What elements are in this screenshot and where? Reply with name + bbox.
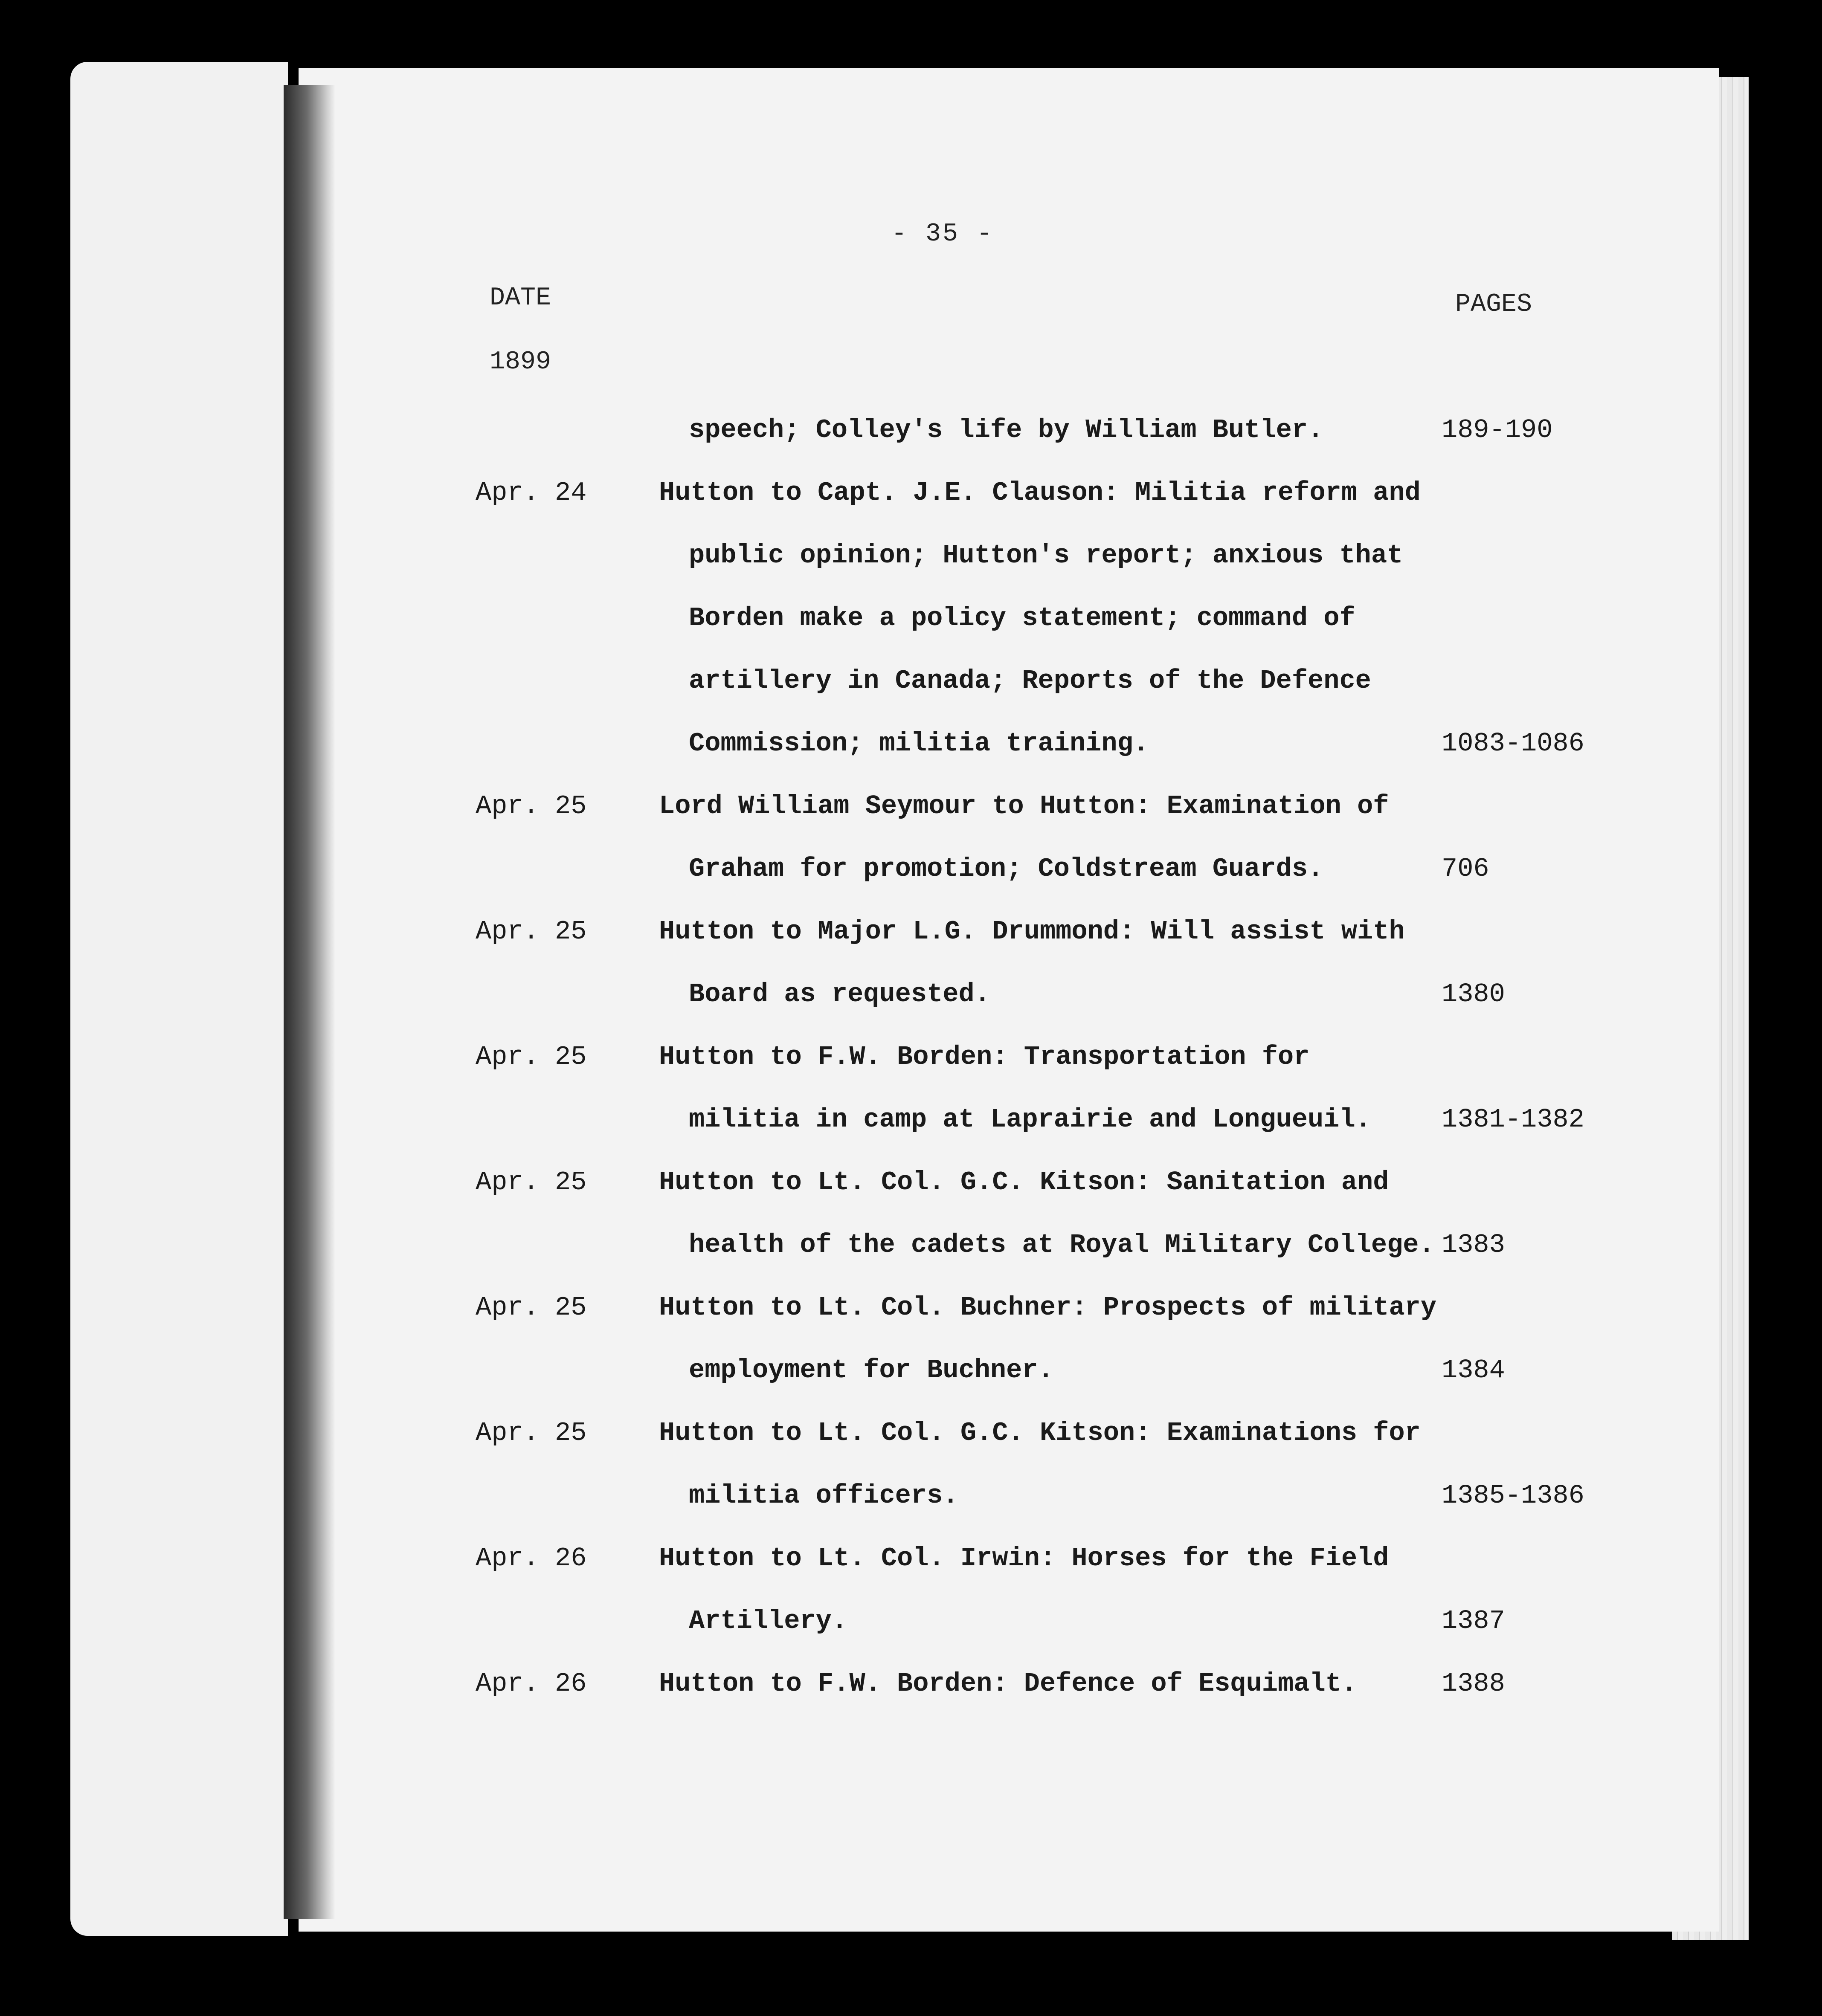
entry-pages: 1387 (1442, 1606, 1505, 1636)
list-item (0, 775, 1822, 900)
entry-pages: 1383 (1442, 1230, 1505, 1260)
entry-line (0, 1025, 1822, 1088)
entry-line (0, 1464, 1822, 1527)
entry-line (0, 837, 1822, 900)
entry-date: Apr. 26 (476, 1543, 587, 1573)
entry-text: Borden make a policy statement; command of (689, 603, 1355, 633)
entry-line (0, 1527, 1822, 1590)
list-item (0, 1652, 1822, 1715)
entry-text: health of the cadets at Royal Military College. (689, 1230, 1435, 1260)
page-number: - 35 - (891, 220, 994, 249)
entry-date: Apr. 25 (476, 1418, 587, 1448)
entry-line (0, 1214, 1822, 1276)
entry-line (0, 775, 1822, 837)
entry-text: Hutton to F.W. Borden: Defence of Esquimalt. (659, 1668, 1358, 1699)
entry-pages: 189-190 (1442, 415, 1553, 445)
entry-text: Graham for promotion; Coldstream Guards. (689, 854, 1324, 884)
entry-text: public opinion; Hutton's report; anxious that (689, 540, 1403, 571)
entry-date: Apr. 25 (476, 1167, 587, 1197)
entry-pages: 1384 (1442, 1355, 1505, 1385)
entry-text: Hutton to Lt. Col. G.C. Kitson: Sanitation and (659, 1167, 1389, 1197)
entry-line (0, 712, 1822, 775)
entry-text: Hutton to F.W. Borden: Transportation for (659, 1042, 1310, 1072)
list-item (0, 1276, 1822, 1402)
entry-line (0, 399, 1822, 461)
entry-line (0, 1088, 1822, 1151)
entry-line (0, 649, 1822, 712)
list-item (0, 1025, 1822, 1151)
entry-text: Hutton to Lt. Col. Irwin: Horses for the Field (659, 1543, 1389, 1573)
entry-date: Apr. 24 (476, 478, 587, 508)
list-item (0, 1151, 1822, 1276)
list-item (0, 399, 1822, 461)
entry-line (0, 461, 1822, 524)
entry-pages: 1381-1382 (1442, 1104, 1584, 1135)
entry-line (0, 1402, 1822, 1464)
entry-text: Artillery. (689, 1606, 848, 1636)
list-item (0, 1402, 1822, 1527)
entry-pages: 1083-1086 (1442, 728, 1584, 759)
entry-pages: 1380 (1442, 979, 1505, 1009)
entry-line (0, 1339, 1822, 1402)
entry-pages: 1385-1386 (1442, 1480, 1584, 1511)
entry-date: Apr. 25 (476, 916, 587, 947)
entry-text: militia officers. (689, 1480, 959, 1511)
entry-text: Lord William Seymour to Hutton: Examination of (659, 791, 1389, 821)
entry-text: Hutton to Lt. Col. Buchner: Prospects of military (659, 1292, 1437, 1323)
entry-text: Hutton to Major L.G. Drummond: Will assist with (659, 916, 1405, 947)
entry-pages: 1388 (1442, 1668, 1505, 1699)
pages-column-header: PAGES (1455, 290, 1532, 319)
entry-line (0, 1151, 1822, 1214)
list-item (0, 1527, 1822, 1652)
list-item (0, 461, 1822, 775)
entry-text: employment for Buchner. (689, 1355, 1054, 1385)
year-label: 1899 (490, 348, 551, 377)
entry-date: Apr. 25 (476, 1292, 587, 1323)
entry-text: artillery in Canada; Reports of the Defence (689, 666, 1371, 696)
entry-text: Hutton to Capt. J.E. Clauson: Militia reform and (659, 478, 1421, 508)
entry-line (0, 1276, 1822, 1339)
entry-line (0, 963, 1822, 1025)
entry-line (0, 1652, 1822, 1715)
entry-date: Apr. 25 (476, 1042, 587, 1072)
entry-text: Commission; militia training. (689, 728, 1149, 759)
date-column-header: DATE (490, 284, 551, 313)
entry-text: militia in camp at Laprairie and Longueuil. (689, 1104, 1371, 1135)
entry-line (0, 1590, 1822, 1652)
entry-line (0, 524, 1822, 587)
entry-date: Apr. 25 (476, 791, 587, 821)
entry-text: Hutton to Lt. Col. G.C. Kitson: Examinations for (659, 1418, 1421, 1448)
entry-date: Apr. 26 (476, 1668, 587, 1699)
entry-line (0, 900, 1822, 963)
entry-text: speech; Colley's life by William Butler. (689, 415, 1324, 445)
list-item (0, 900, 1822, 1025)
entry-text: Board as requested. (689, 979, 990, 1009)
entry-line (0, 587, 1822, 649)
entry-pages: 706 (1442, 854, 1489, 884)
